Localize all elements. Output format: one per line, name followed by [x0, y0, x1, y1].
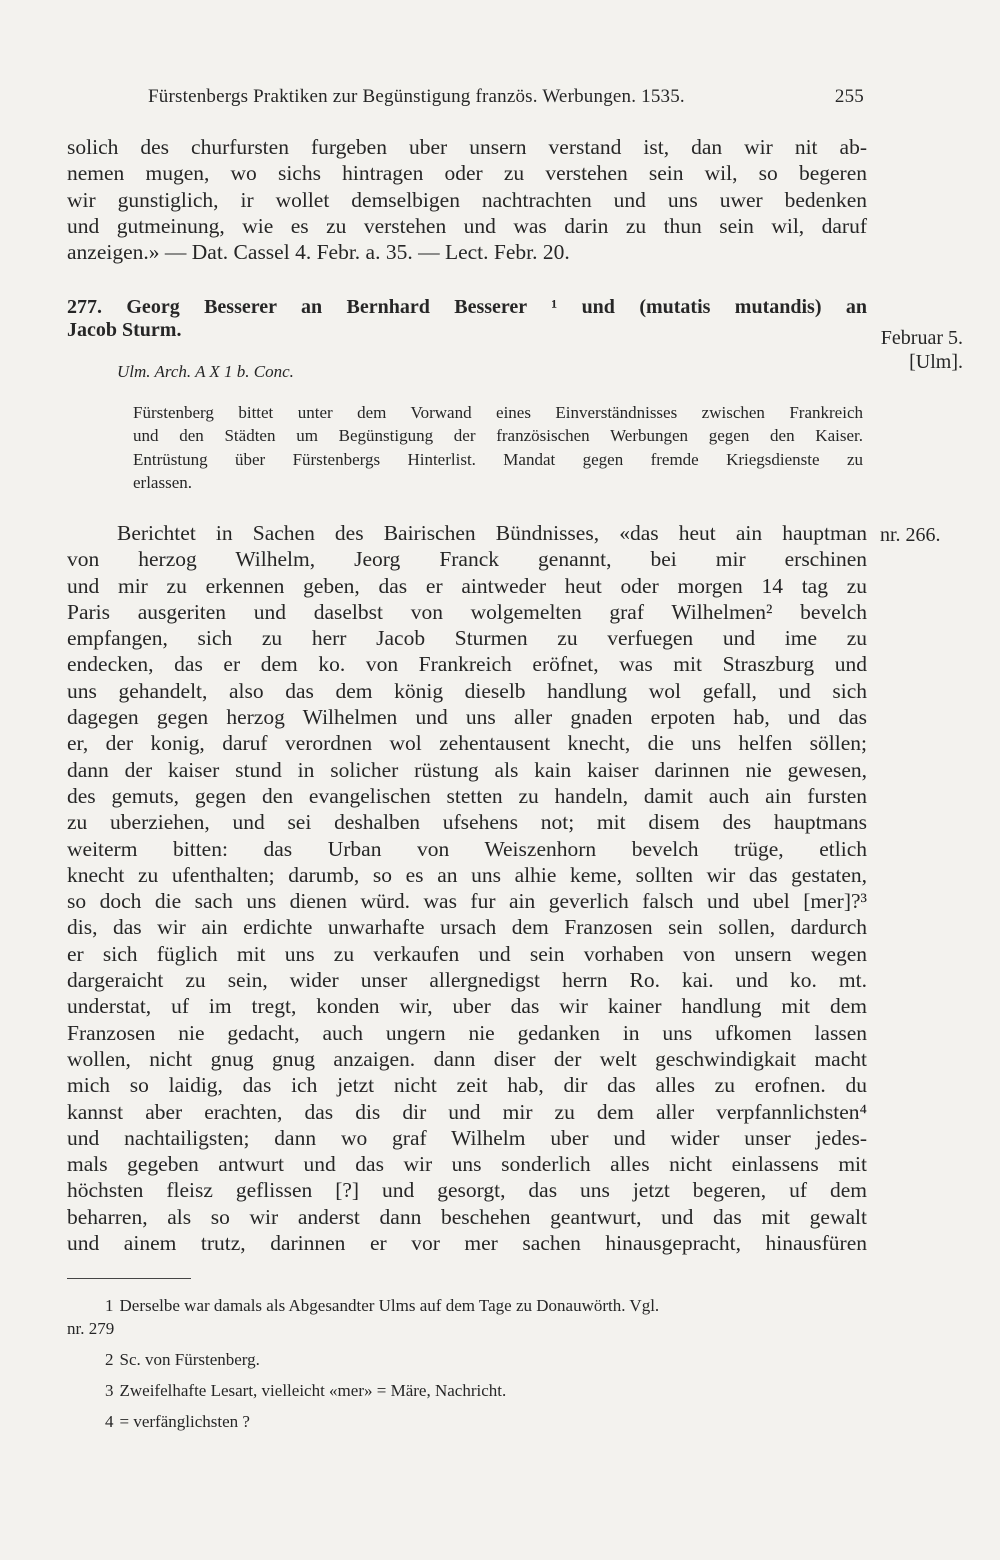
footnote-text: Zweifelhafte Lesart, vielleicht «mer» = Märe, Nachricht.: [119, 1381, 507, 1400]
text-line: und gutmeinung, wie es zu verstehen und was darin zu thun sein wil, daruf: [67, 213, 867, 238]
footnote-text: Derselbe war damals als Abgesandter Ulms auf dem Tage zu Donauwörth. Vgl.: [119, 1296, 660, 1315]
text-line: mich so laidig, das ich jetzt nicht zeit hab, dir das alles zu erofnen. du: [67, 1073, 867, 1098]
text-line: weiterm bitten: das Urban von Weiszenhorn bevelch trüge, etlich: [67, 836, 867, 861]
text-line: des gemuts, gegen den evangelischen stetten zu handeln, damit auch ain fursten: [67, 783, 867, 808]
page-number: 255: [834, 86, 864, 107]
text-line: anzeigen.» — Dat. Cassel 4. Febr. a. 35. — Lect. Febr. 20.: [67, 240, 570, 265]
entry-place: [Ulm].: [909, 351, 963, 373]
text-line: und ainem trutz, darinnen er vor mer sachen hinausgepracht, hinausfüren: [67, 1231, 867, 1256]
footnote-number: 3: [105, 1381, 114, 1400]
footnote-divider: [67, 1278, 191, 1279]
footnote-continuation: [67, 1317, 867, 1340]
footnote-number: 4: [105, 1412, 114, 1431]
text-line: er, der konig, daruf verordnen wol zehentausent knecht, die uns helfen söllen;: [67, 731, 867, 756]
text-line: von herzog Wilhelm, Jeorg Franck genannt, bei mir erschinen: [67, 547, 867, 572]
footnote-text: nr. 279: [67, 1319, 115, 1338]
footnote-text: = verfänglichsten ?: [119, 1412, 250, 1431]
main-text: [67, 520, 867, 1256]
text-line: solich des churfursten furgeben uber unsern verstand ist, dan wir nit ab-: [67, 135, 867, 159]
footnote: [67, 1348, 867, 1371]
margin-reference: nr. 266.: [880, 524, 941, 546]
summary-line: Entrüstung über Fürstenbergs Hinterlist. Mandat gegen fremde Kriegsdienste zu: [133, 449, 863, 469]
text-line: dagegen gegen herzog Wilhelmen und uns aller gnaden erpoten hab, und das: [67, 705, 867, 730]
footnote: [67, 1410, 867, 1433]
text-line: höchsten fleisz geflissen [?] und gesorgt, das uns jetzt begeren, uf dem: [67, 1178, 867, 1203]
text-line: zu uberziehen, und sei deshalben ufsehens not; mit disem des hauptmans: [67, 810, 867, 835]
running-header: [148, 86, 864, 108]
footnote-text: Sc. von Fürstenberg.: [119, 1350, 260, 1369]
footnotes: [67, 1294, 867, 1441]
archive-source: Ulm. Arch. A X 1 b. Conc.: [117, 362, 294, 381]
summary-line: erlassen.: [133, 473, 193, 493]
entry-heading: [67, 296, 867, 342]
text-line: dann der kaiser stund in solicher rüstung als kain kaiser darinnen nie gewesen,: [67, 757, 867, 782]
text-line: empfangen, sich zu herr Jacob Sturmen zu verfuegen und ime zu: [67, 626, 867, 651]
text-line: wir gunstiglich, ir wollet demselbigen nachtrachten und uns uwer bedenken: [67, 187, 867, 212]
intro-paragraph: [67, 134, 867, 265]
text-line: und mir zu erkennen geben, das er aintweder heut oder morgen 14 tag zu: [67, 573, 867, 598]
footnote: [67, 1379, 867, 1402]
entry-date: [881, 326, 963, 374]
text-line: knecht zu ufenthalten; darumb, so es an uns alhie keme, sollten wir das gestaten,: [67, 862, 867, 887]
text-line: er sich füglich mit uns zu verkaufen und sein vorhaben von unsern wegen: [67, 941, 867, 966]
text-line: understat, uf im tregt, konden wir, uber das wir kainer handlung mit dem: [67, 994, 867, 1019]
text-line: nemen mugen, wo sichs hintragen oder zu verstehen sein wil, so begeren: [67, 161, 867, 186]
running-title: Fürstenbergs Praktiken zur Begünstigung französ. Werbungen. 1535.: [148, 86, 685, 107]
text-line: mals gegeben antwurt und das wir uns sonderlich alles nicht einlassens mit: [67, 1152, 867, 1177]
footnote: [67, 1294, 867, 1317]
text-line: beharren, als so wir anderst dann beschehen geantwurt, und das mit gewalt: [67, 1204, 867, 1229]
text-line: Paris ausgeriten und daselbst von wolgemelten graf Wilhelmen² bevelch: [67, 599, 867, 624]
entry-heading-line: 277. Georg Besserer an Bernhard Besserer ¹ und (mutatis mutandis) an: [67, 296, 867, 318]
text-line: kannst aber erachten, das dis dir und mir zu dem aller verpfannlichsten⁴: [67, 1099, 867, 1124]
text-line: dargeraicht zu sein, wider unser allergnedigst herrn Ro. kai. und ko. mt.: [67, 968, 867, 993]
entry-date-value: Februar 5.: [880, 327, 963, 349]
footnote-number: 1: [105, 1296, 114, 1315]
text-line: endecken, das er dem ko. von Frankreich eröfnet, was mit Straszburg und: [67, 652, 867, 677]
entry-heading-line: Jacob Sturm.: [67, 319, 182, 341]
summary-line: Fürstenberg bittet unter dem Vorwand eines Einverständnisses zwischen Frankreich: [133, 403, 863, 422]
entry-summary: [133, 401, 863, 495]
summary-line: und den Städten um Begünstigung der französischen Werbungen gegen den Kaiser.: [133, 426, 863, 446]
text-line: Franzosen nie gedacht, auch ungern nie gedanken in uns ufkomen lassen: [67, 1020, 867, 1045]
text-line: so doch die sach uns dienen würd. was fur ain geverlich falsch und ubel [mer]?³: [67, 889, 867, 914]
text-line: und nachtailigsten; dann wo graf Wilhelm uber und wider unser jedes-: [67, 1125, 867, 1150]
text-line: Berichtet in Sachen des Bairischen Bündnisses, «das heut ain hauptman: [117, 521, 867, 545]
footnote-number: 2: [105, 1350, 114, 1369]
text-line: wollen, nicht gnug gnug anzaigen. dann diser der welt geschwindigkait macht: [67, 1046, 867, 1071]
text-line: uns gehandelt, also das dem könig dieselb handlung wol gefall, und sich: [67, 678, 867, 703]
text-line: dis, das wir ain erdichte unwarhafte ursach dem Franzosen sein sollen, dardurch: [67, 915, 867, 940]
